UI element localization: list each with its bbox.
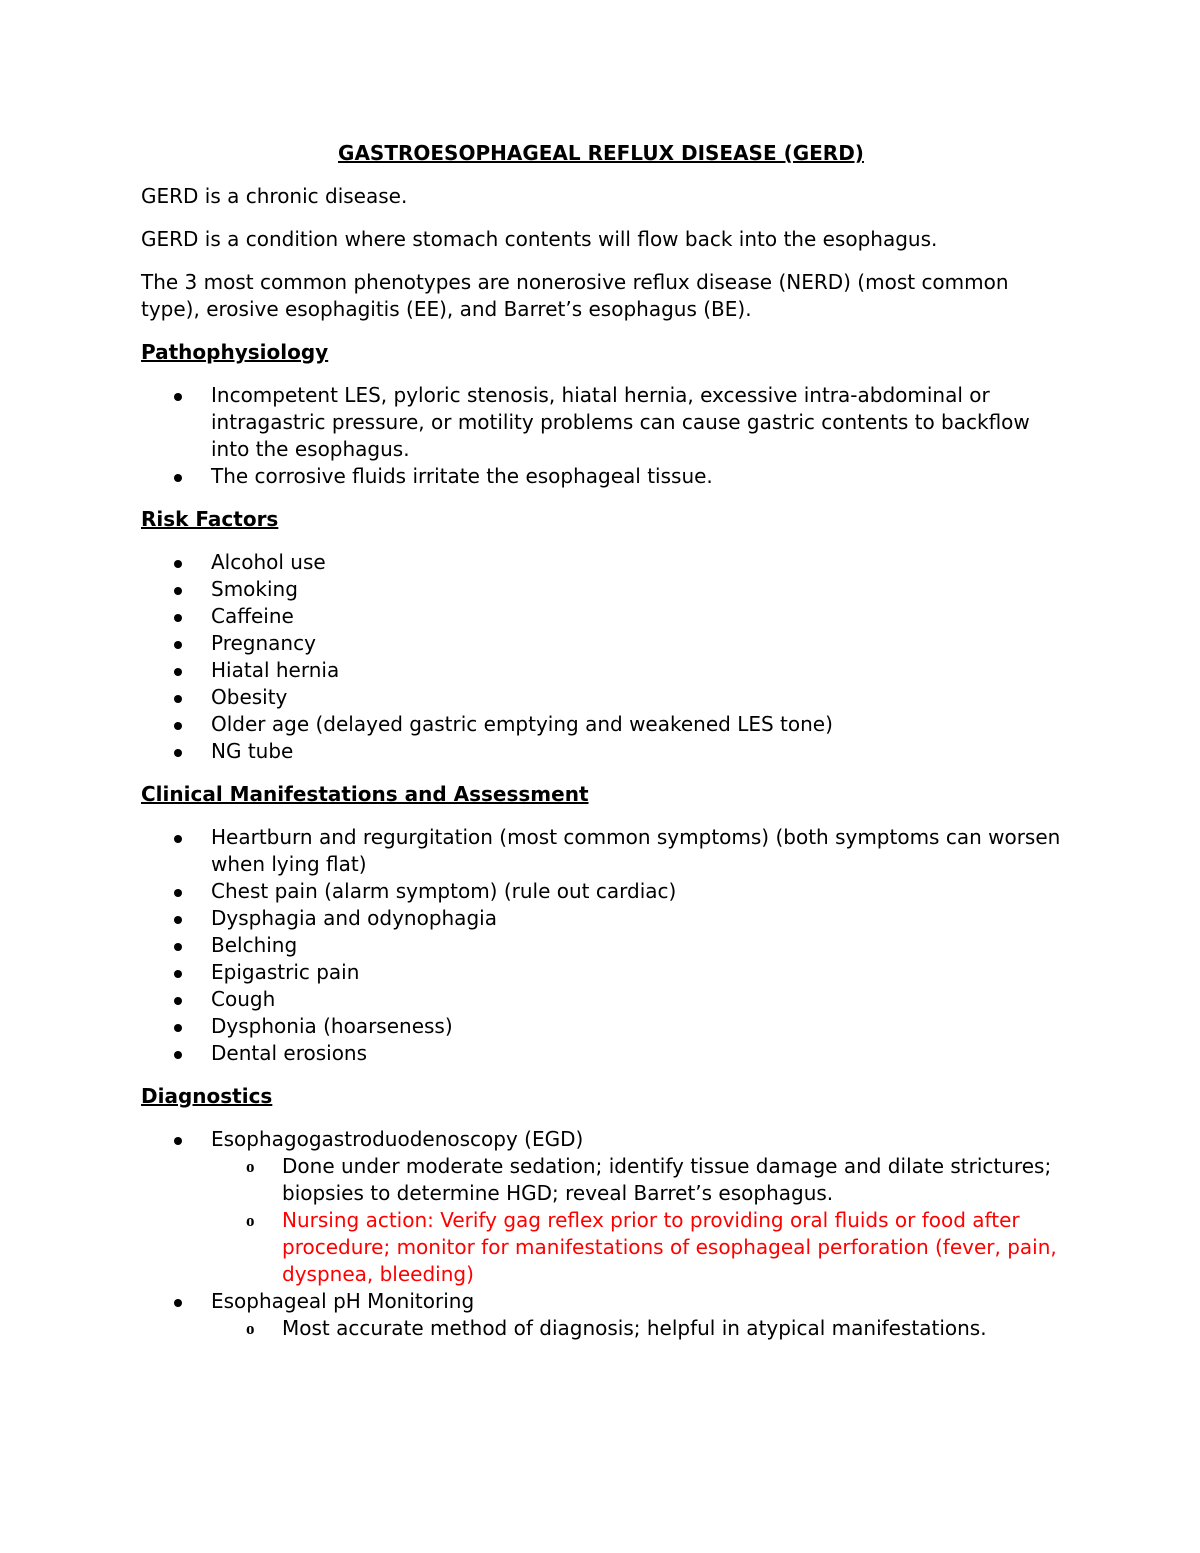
list-item-text: Belching: [211, 933, 298, 957]
bullet-icon: [174, 668, 182, 676]
bullet-icon: [174, 393, 182, 401]
bullet-icon: [174, 943, 182, 951]
list-item-text: Chest pain (alarm symptom) (rule out cardiac): [211, 879, 677, 903]
bullet-icon: [174, 1024, 182, 1032]
sub-bullet-icon: o: [246, 1319, 255, 1338]
sub-list-item: [211, 1153, 1061, 1207]
bullet-icon: [174, 722, 182, 730]
sub-list: [211, 1153, 1061, 1288]
bullet-icon: [174, 560, 182, 568]
list-item-text: Caffeine: [211, 604, 294, 628]
bullet-icon: [174, 1051, 182, 1059]
nursing-action-text: Nursing action: Verify gag reflex prior to providing oral fluids or food after procedure; monitor for manifestations of esophageal perforation (fever, pain, dyspnea, bleeding): [282, 1208, 1057, 1286]
list-item: [141, 576, 1061, 603]
list-item: [141, 549, 1061, 576]
bullet-icon: [174, 614, 182, 622]
list-item: [141, 959, 1061, 986]
list-item-text: Older age (delayed gastric emptying and weakened LES tone): [211, 712, 833, 736]
list-item: [141, 382, 1061, 463]
list-item: [141, 657, 1061, 684]
list-item: [141, 986, 1061, 1013]
list-item-text: NG tube: [211, 739, 294, 763]
bullet-icon: [174, 835, 182, 843]
sub-list-item-text: Most accurate method of diagnosis; helpful in atypical manifestations.: [282, 1316, 987, 1340]
list-item: [141, 738, 1061, 765]
list-item-text: Obesity: [211, 685, 288, 709]
list-item-text: Heartburn and regurgitation (most common symptoms) (both symptoms can worsen when lying flat): [211, 825, 1061, 876]
list-item-text: Esophagogastroduodenoscopy (EGD): [211, 1127, 584, 1151]
list-item-text: The corrosive fluids irritate the esophageal tissue.: [211, 464, 713, 488]
list-item: [141, 711, 1061, 738]
bullet-icon: [174, 916, 182, 924]
list-item-text: Smoking: [211, 577, 298, 601]
bullet-icon: [174, 641, 182, 649]
list-item: [141, 684, 1061, 711]
intro-paragraph-1: GERD is a chronic disease.: [141, 184, 408, 208]
clinical-list: [141, 824, 1061, 1067]
nursing-action-item: [211, 1207, 1061, 1288]
sub-list-item-text: Done under moderate sedation; identify tissue damage and dilate strictures; biopsies to determine HGD; reveal Barret’s esophagus.: [282, 1154, 1052, 1205]
bullet-icon: [174, 1299, 182, 1307]
list-item-text: Pregnancy: [211, 631, 316, 655]
sub-bullet-icon: o: [246, 1157, 255, 1176]
pathophysiology-heading: Pathophysiology: [141, 340, 329, 364]
list-item-text: Hiatal hernia: [211, 658, 340, 682]
list-item: [141, 603, 1061, 630]
diagnostics-list: [141, 1126, 1061, 1342]
bullet-icon: [174, 695, 182, 703]
list-item: [141, 463, 1061, 490]
list-item-text: Cough: [211, 987, 276, 1011]
bullet-icon: [174, 970, 182, 978]
bullet-icon: [174, 749, 182, 757]
diagnostics-heading: Diagnostics: [141, 1084, 273, 1108]
list-item-text: Alcohol use: [211, 550, 326, 574]
list-item-text: Epigastric pain: [211, 960, 360, 984]
list-item: [141, 630, 1061, 657]
risk-factors-list: [141, 549, 1061, 765]
document-title: GASTROESOPHAGEAL REFLUX DISEASE (GERD): [338, 141, 864, 165]
list-item: [141, 1126, 1061, 1288]
bullet-icon: [174, 587, 182, 595]
list-item-text: Incompetent LES, pyloric stenosis, hiatal hernia, excessive intra-abdominal or intragastric pressure, or motility problems can cause gastric contents to backflow into the esophagus.: [211, 383, 1030, 461]
sub-bullet-icon: o: [246, 1211, 255, 1230]
bullet-icon: [174, 1137, 182, 1145]
bullet-icon: [174, 997, 182, 1005]
list-item-text: Dysphonia (hoarseness): [211, 1014, 453, 1038]
list-item: [141, 905, 1061, 932]
clinical-heading: Clinical Manifestations and Assessment: [141, 782, 589, 806]
pathophysiology-list: [141, 382, 1061, 490]
list-item-text: Esophageal pH Monitoring: [211, 1289, 475, 1313]
list-item: [141, 824, 1061, 878]
list-item: [141, 878, 1061, 905]
list-item: [141, 1040, 1061, 1067]
document-page: [141, 140, 1061, 1358]
list-item: [141, 932, 1061, 959]
risk-factors-heading: Risk Factors: [141, 507, 279, 531]
intro-paragraph-2: GERD is a condition where stomach contents will flow back into the esophagus.: [141, 227, 938, 251]
list-item-text: Dysphagia and odynophagia: [211, 906, 497, 930]
bullet-icon: [174, 474, 182, 482]
sub-list: [211, 1315, 1061, 1342]
bullet-icon: [174, 889, 182, 897]
list-item: [141, 1013, 1061, 1040]
list-item-text: Dental erosions: [211, 1041, 368, 1065]
intro-paragraph-3: The 3 most common phenotypes are nonerosive reflux disease (NERD) (most common type), erosive esophagitis (EE), and Barret’s esophagus (BE).: [141, 270, 1009, 321]
list-item: [141, 1288, 1061, 1342]
sub-list-item: [211, 1315, 1061, 1342]
